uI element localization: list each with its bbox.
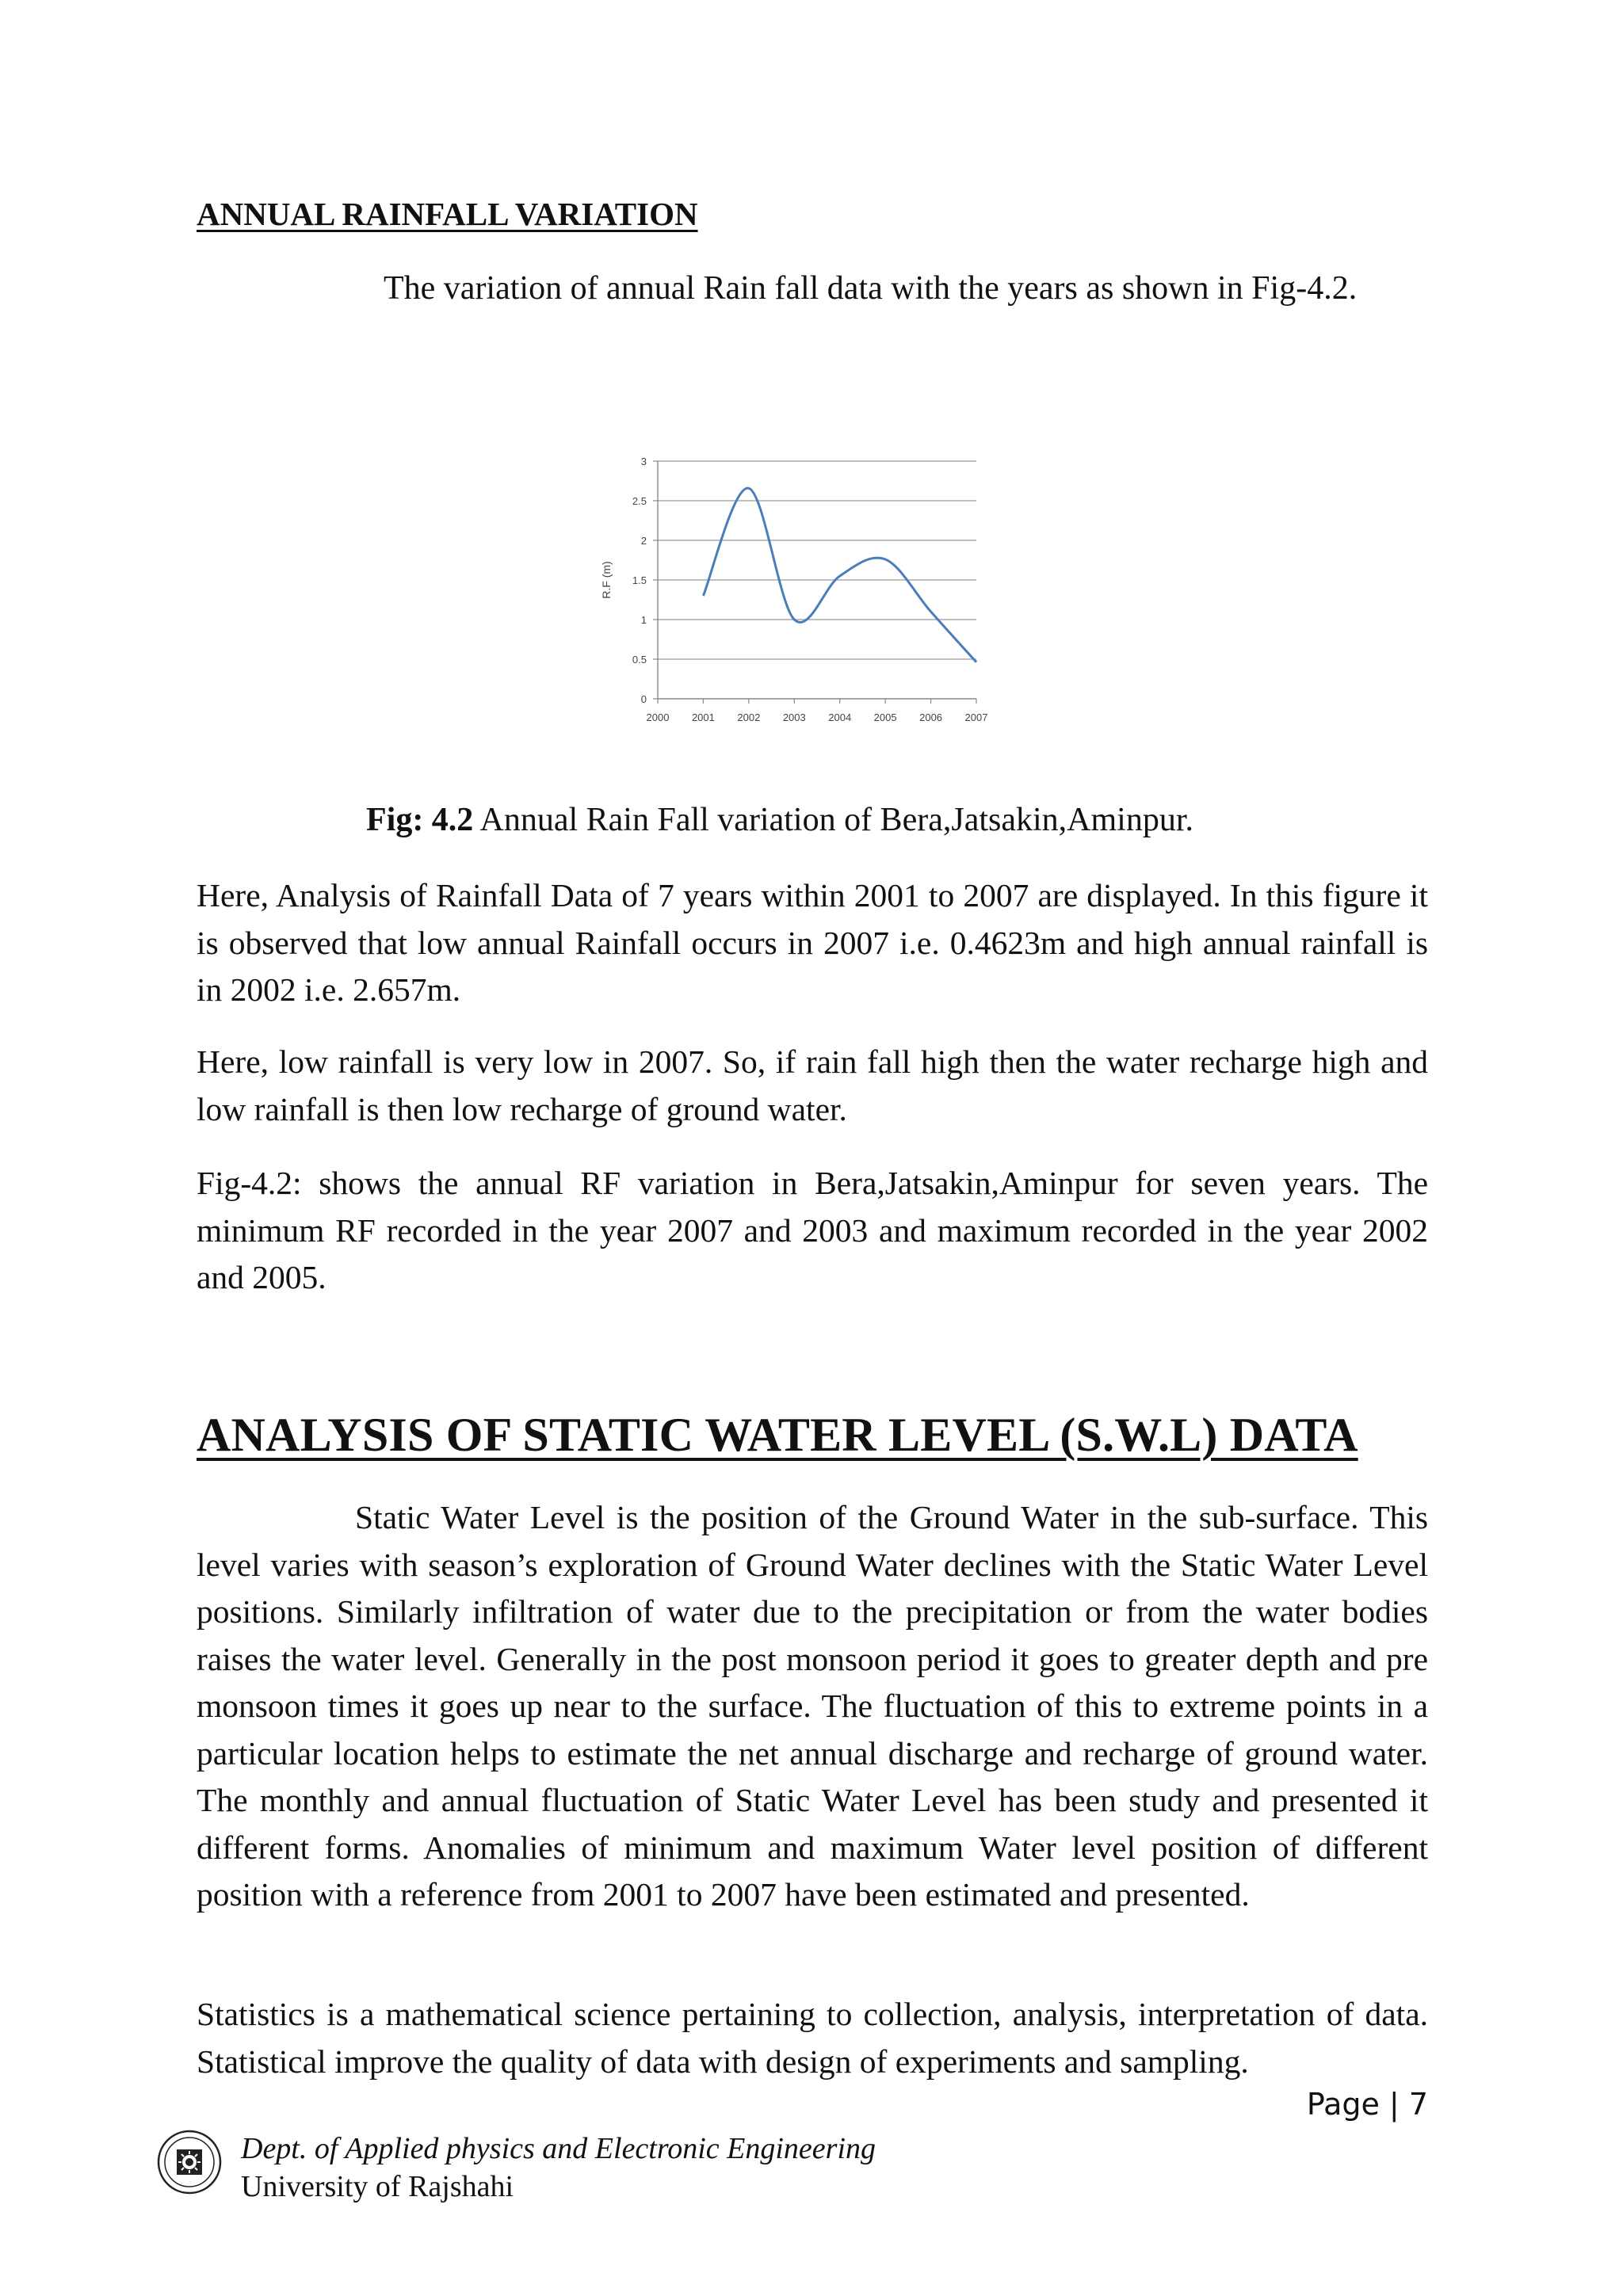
chart-y-tick-label: 2 — [640, 535, 647, 547]
chart-y-tick-label: 0 — [640, 693, 647, 705]
chart-gridlines — [658, 461, 976, 659]
footer-university: University of Rajshahi — [241, 2170, 514, 2203]
chart-y-tick-label: 1.5 — [632, 574, 647, 586]
chart-y-tick-label: 2.5 — [632, 495, 647, 507]
figure-caption-label: Fig: 4.2 — [366, 802, 474, 838]
chart-x-tick-labels — [647, 711, 988, 723]
rainfall-intro-text: The variation of annual Rain fall data with the years as shown in Fig-4.2. — [384, 270, 1358, 307]
figure-caption-text: Annual Rain Fall variation of Bera,Jatsakin,Aminpur. — [473, 802, 1193, 838]
chart-x-tick-label: 2006 — [919, 711, 943, 723]
chart-x-tick-label: 2001 — [691, 711, 715, 723]
chart-x-tick-label: 2007 — [964, 711, 988, 723]
chart-x-tick-label: 2002 — [737, 711, 761, 723]
university-logo — [157, 2130, 222, 2195]
chart-y-tick-label: 1 — [640, 614, 647, 626]
chart-series — [703, 488, 976, 662]
footer-department: Dept. of Applied physics and Electronic Engineering — [241, 2132, 876, 2165]
rainfall-line-chart — [586, 444, 999, 745]
rainfall-paragraph-2: Here, low rainfall is very low in 2007. So, if rain fall high then the water recharge high and low rainfall is then low recharge of ground water. — [197, 1043, 1428, 1127]
chart-y-tick-labels — [632, 456, 647, 705]
chart-x-tick-label: 2005 — [873, 711, 897, 723]
chart-y-tick-label: 0.5 — [632, 654, 647, 666]
section-heading-swl: ANALYSIS OF STATIC WATER LEVEL (S.W.L) DATA — [197, 1409, 1358, 1461]
chart-series-line — [703, 488, 976, 662]
rainfall-paragraph-1: Here, Analysis of Rainfall Data of 7 years within 2001 to 2007 are displayed. In this figure it is observed that low annual Rainfall occurs in 2007 i.e. 0.4623m and high annual rainfall is in 2002 i.e. 2.657m. — [197, 877, 1428, 1008]
swl-paragraph-2: Statistics is a mathematical science pertaining to collection, analysis, interpretation of data. Statistical improve the quality of data with design of experiments and sampling. — [197, 1996, 1428, 2080]
swl-paragraph-1: Static Water Level is the position of the Ground Water in the sub-surface. This level varies with season’s exploration of Ground Water declines with the Static Water Level positions. Similarly infiltration of water due to the precipitation or from the water bodies raises the water level. Generally in the post monsoon period it goes to greater depth and pre monsoon times it goes up near to the surface. The fluctuation of this to extreme points in a particular location helps to estimate the net annual discharge and recharge of ground water. The monthly and annual fluctuation of Static Water Level has been study and presented it different forms. Anomalies of minimum and maximum Water level position of different position with a reference from 2001 to 2007 have been estimated and presented. — [197, 1499, 1428, 1913]
chart-x-tick-label: 2004 — [828, 711, 852, 723]
chart-x-tick-label: 2000 — [646, 711, 670, 723]
chart-x-tick-label: 2003 — [782, 711, 806, 723]
figure-caption — [366, 801, 1193, 839]
section-heading-rainfall: ANNUAL RAINFALL VARIATION — [197, 196, 698, 232]
chart-axes — [653, 461, 976, 704]
rainfall-paragraph-3: Fig-4.2: shows the annual RF variation in Bera,Jatsakin,Aminpur for seven years. The minimum RF recorded in the year 2007 and 2003 and maximum recorded in the year 2002 and 2005. — [197, 1165, 1428, 1295]
chart-y-tick-label: 3 — [640, 456, 647, 467]
page-number: Page | 7 — [1306, 2087, 1428, 2122]
chart-y-axis-label: R.F (m) — [600, 561, 613, 599]
